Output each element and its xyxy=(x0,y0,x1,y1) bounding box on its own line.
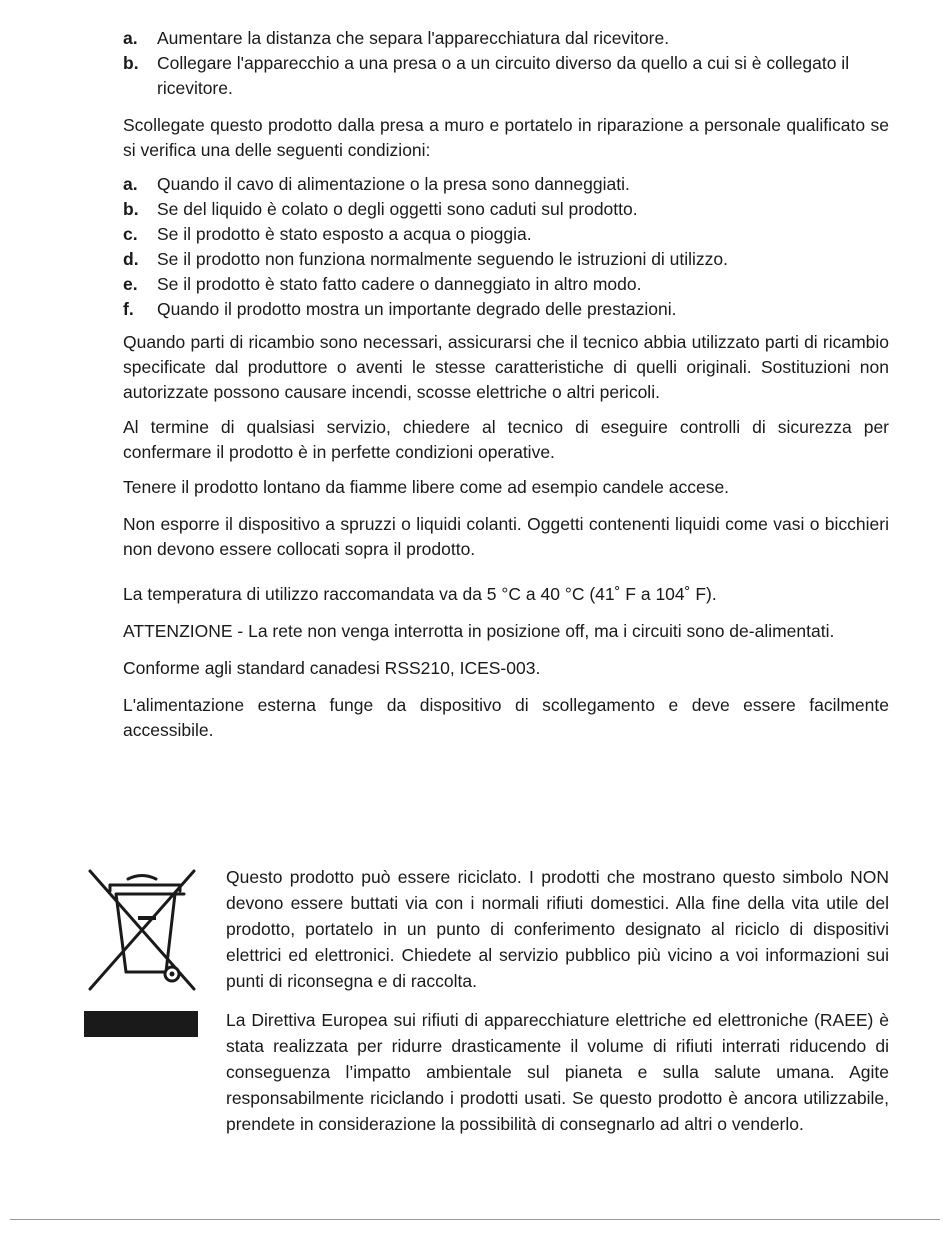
list-item xyxy=(123,247,889,272)
list-marker: d. xyxy=(123,249,139,269)
crossed-out-wheelie-bin-icon xyxy=(84,868,200,992)
power-supply-paragraph: L'alimentazione esterna funge da dispositivo di scollegamento e deve essere facilmente accessibile. xyxy=(123,695,889,740)
list-item xyxy=(123,197,889,222)
weee-text-column xyxy=(226,864,889,1137)
list-item-text: Aumentare la distanza che separa l'apparecchiatura dal ricevitore. xyxy=(157,28,670,48)
spare-parts-paragraph: Quando parti di ricambio sono necessari, assicurarsi che il tecnico abbia utilizzato parti di ricambio specificate dal produttore o aventi le stesse caratteristiche di quelli originali. Sostituzioni non autorizzate possono causare incendi, scosse elettriche o altri pericoli. xyxy=(123,332,889,402)
list-item xyxy=(123,26,889,51)
recycling-paragraph: Questo prodotto può essere riciclato. I prodotti che mostrano questo simbolo NON devono essere buttati via con i normali rifiuti domestici. Alla fine della vita utile del prodotto, portatelo in un punto di conferimento designato al riciclo di dispositivi elettrici ed elettronici. Chiedete al servizio pubblico più vicino a voi informazioni sui punti di riconsegna e di raccolta. xyxy=(226,867,889,991)
list-item-text: Se il prodotto è stato esposto a acqua o pioggia. xyxy=(157,224,532,244)
repair-conditions-list xyxy=(123,172,889,322)
list-item-text: Se il prodotto è stato fatto cadere o danneggiato in altro modo. xyxy=(157,274,642,294)
service-check-paragraph: Al termine di qualsiasi servizio, chiedere al tecnico di eseguire controlli di sicurezza per confermare il prodotto è in perfette condizioni operative. xyxy=(123,417,889,462)
disconnect-paragraph: Scollegate questo prodotto dalla presa a muro e portatelo in riparazione a personale qualificato se si verifica una delle seguenti condizioni: xyxy=(123,115,889,160)
list-item-text: Quando il prodotto mostra un importante degrado delle prestazioni. xyxy=(157,299,677,319)
list-item-text: Quando il cavo di alimentazione o la presa sono danneggiati. xyxy=(157,174,630,194)
interference-remedies-list xyxy=(123,26,889,101)
list-item xyxy=(123,172,889,197)
list-marker: b. xyxy=(123,53,139,73)
list-marker: c. xyxy=(123,224,138,244)
weee-directive-paragraph: La Direttiva Europea sui rifiuti di apparecchiature elettriche ed elettroniche (RAEE) è stata realizzata per ridurre drasticamente il volume di rifiuti interrati riducendo di conseguenza l’impatto ambientale sul pianeta e sulla salute umana. Agite responsabilmente riciclando i prodotti usati. Se questo prodotto è ancora utilizzabile, prendete in considerazione la possibilità di consegnarlo ad altri o venderlo. xyxy=(226,1010,889,1134)
list-marker: f. xyxy=(123,299,134,319)
temperature-paragraph: La temperatura di utilizzo raccomandata va da 5 °C a 40 °C (41˚ F a 104˚ F). xyxy=(123,584,717,604)
list-marker: a. xyxy=(123,28,138,48)
list-item xyxy=(123,222,889,247)
list-item-text: Collegare l'apparecchio a una presa o a un circuito diverso da quello a cui si è collegato il ricevitore. xyxy=(157,53,850,98)
list-item-text: Se il prodotto non funziona normalmente seguendo le istruzioni di utilizzo. xyxy=(157,249,729,269)
open-flames-paragraph: Tenere il prodotto lontano da fiamme libere come ad esempio candele accese. xyxy=(123,477,730,497)
weee-black-bar xyxy=(84,1011,198,1037)
standards-paragraph: Conforme agli standard canadesi RSS210, ICES-003. xyxy=(123,658,541,678)
list-marker: b. xyxy=(123,199,139,219)
footer-divider xyxy=(10,1219,940,1220)
attention-paragraph: ATTENZIONE - La rete non venga interrotta in posizione off, ma i circuiti sono de-alimentati. xyxy=(123,621,835,641)
safety-text-column xyxy=(123,26,889,743)
list-item xyxy=(123,51,889,101)
list-item-text: Se del liquido è colato o degli oggetti sono caduti sul prodotto. xyxy=(157,199,638,219)
list-marker: e. xyxy=(123,274,138,294)
list-item xyxy=(123,297,889,322)
list-marker: a. xyxy=(123,174,138,194)
list-item xyxy=(123,272,889,297)
liquids-paragraph: Non esporre il dispositivo a spruzzi o liquidi colanti. Oggetti contenenti liquidi come vasi o bicchieri non devono essere collocati sopra il prodotto. xyxy=(123,514,889,559)
